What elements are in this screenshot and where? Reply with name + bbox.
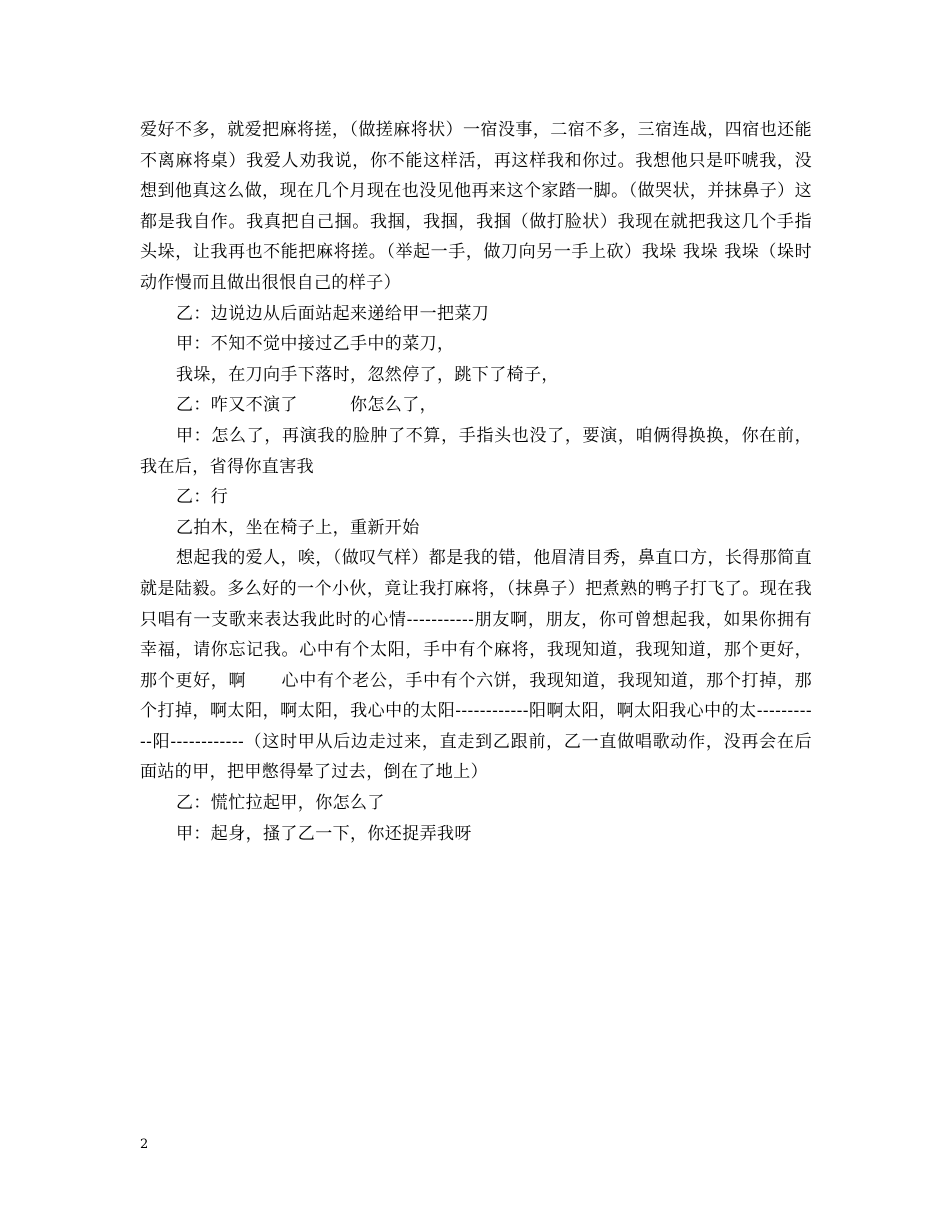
paragraph-11: 甲：起身，搔了乙一下，你还捉弄我呀 [176,823,472,844]
paragraph-6: 甲：怎么了，再演我的脸肿了不算，手指头也没了，要演，咱俩得换换，你在前，我在后，省得你直害我 [140,425,812,477]
paragraph-1: 爱好不多，就爱把麻将搓，（做搓麻将状）一宿没事，二宿不多，三宿连战，四宿也还能不离麻将桌）我爱人劝我说，你不能这样活，再这样我和你过。我想他只是吓唬我，没想到他真这么做，现在几个月现在也没见他再来这个家踏一脚。（做哭状，并抹鼻子）这都是我自作。我真把自己掴。我掴，我掴，我掴（做打脸状）我现在就把我这几个手指头垛，让我再也不能把麻将搓。（举起一手，做刀向另一手上砍）我垛 我垛 我垛（垛时动作慢而且做出很恨自己的样子） [140,120,812,293]
paragraph-7: 乙：行 [176,487,229,508]
paragraph-4: 我垛，在刀向手下落时，忽然停了，跳下了椅子， [176,364,559,385]
paragraph-2: 乙：边说边从后面站起来递给甲一把菜刀 [176,303,490,324]
paragraph-5: 乙：咋又不演了 你怎么了， [176,395,437,416]
page-number: 2 [140,1137,149,1152]
paragraph-9: 想起我的爱人，唉，（做叹气样）都是我的错，他眉清目秀，鼻直口方，长得那简直就是陆毅。多么好的一个小伙，竟让我打麻将，（抹鼻子）把煮熟的鸭子打飞了。现在我只唱有一支歌来表达我此时的心情-----------朋友啊，朋友，你可曾想起我，如果你拥有幸福，请你忘记我。心中有个太阳，手中有个麻将，我现知道，我现知道，那个更好，那个更好，啊 心中有个老公，手中有个六饼，我现知道，我现知道，那个打掉，那个打掉，啊太阳，啊太阳，我心中的太阳------------阳啊太阳，啊太阳我心中的太-----------阳------------（这时甲从后边走过来，直走到乙跟前，乙一直做唱歌动作，没再会在后面站的甲，把甲憋得晕了过去，倒在了地上） [140,548,812,783]
paragraph-8: 乙拍木，坐在椅子上，重新开始 [176,517,420,538]
paragraph-3: 甲：不知不觉中接过乙手中的菜刀， [176,334,455,355]
body-text [140,115,812,849]
paragraph-10: 乙：慌忙拉起甲，你怎么了 [176,793,385,814]
